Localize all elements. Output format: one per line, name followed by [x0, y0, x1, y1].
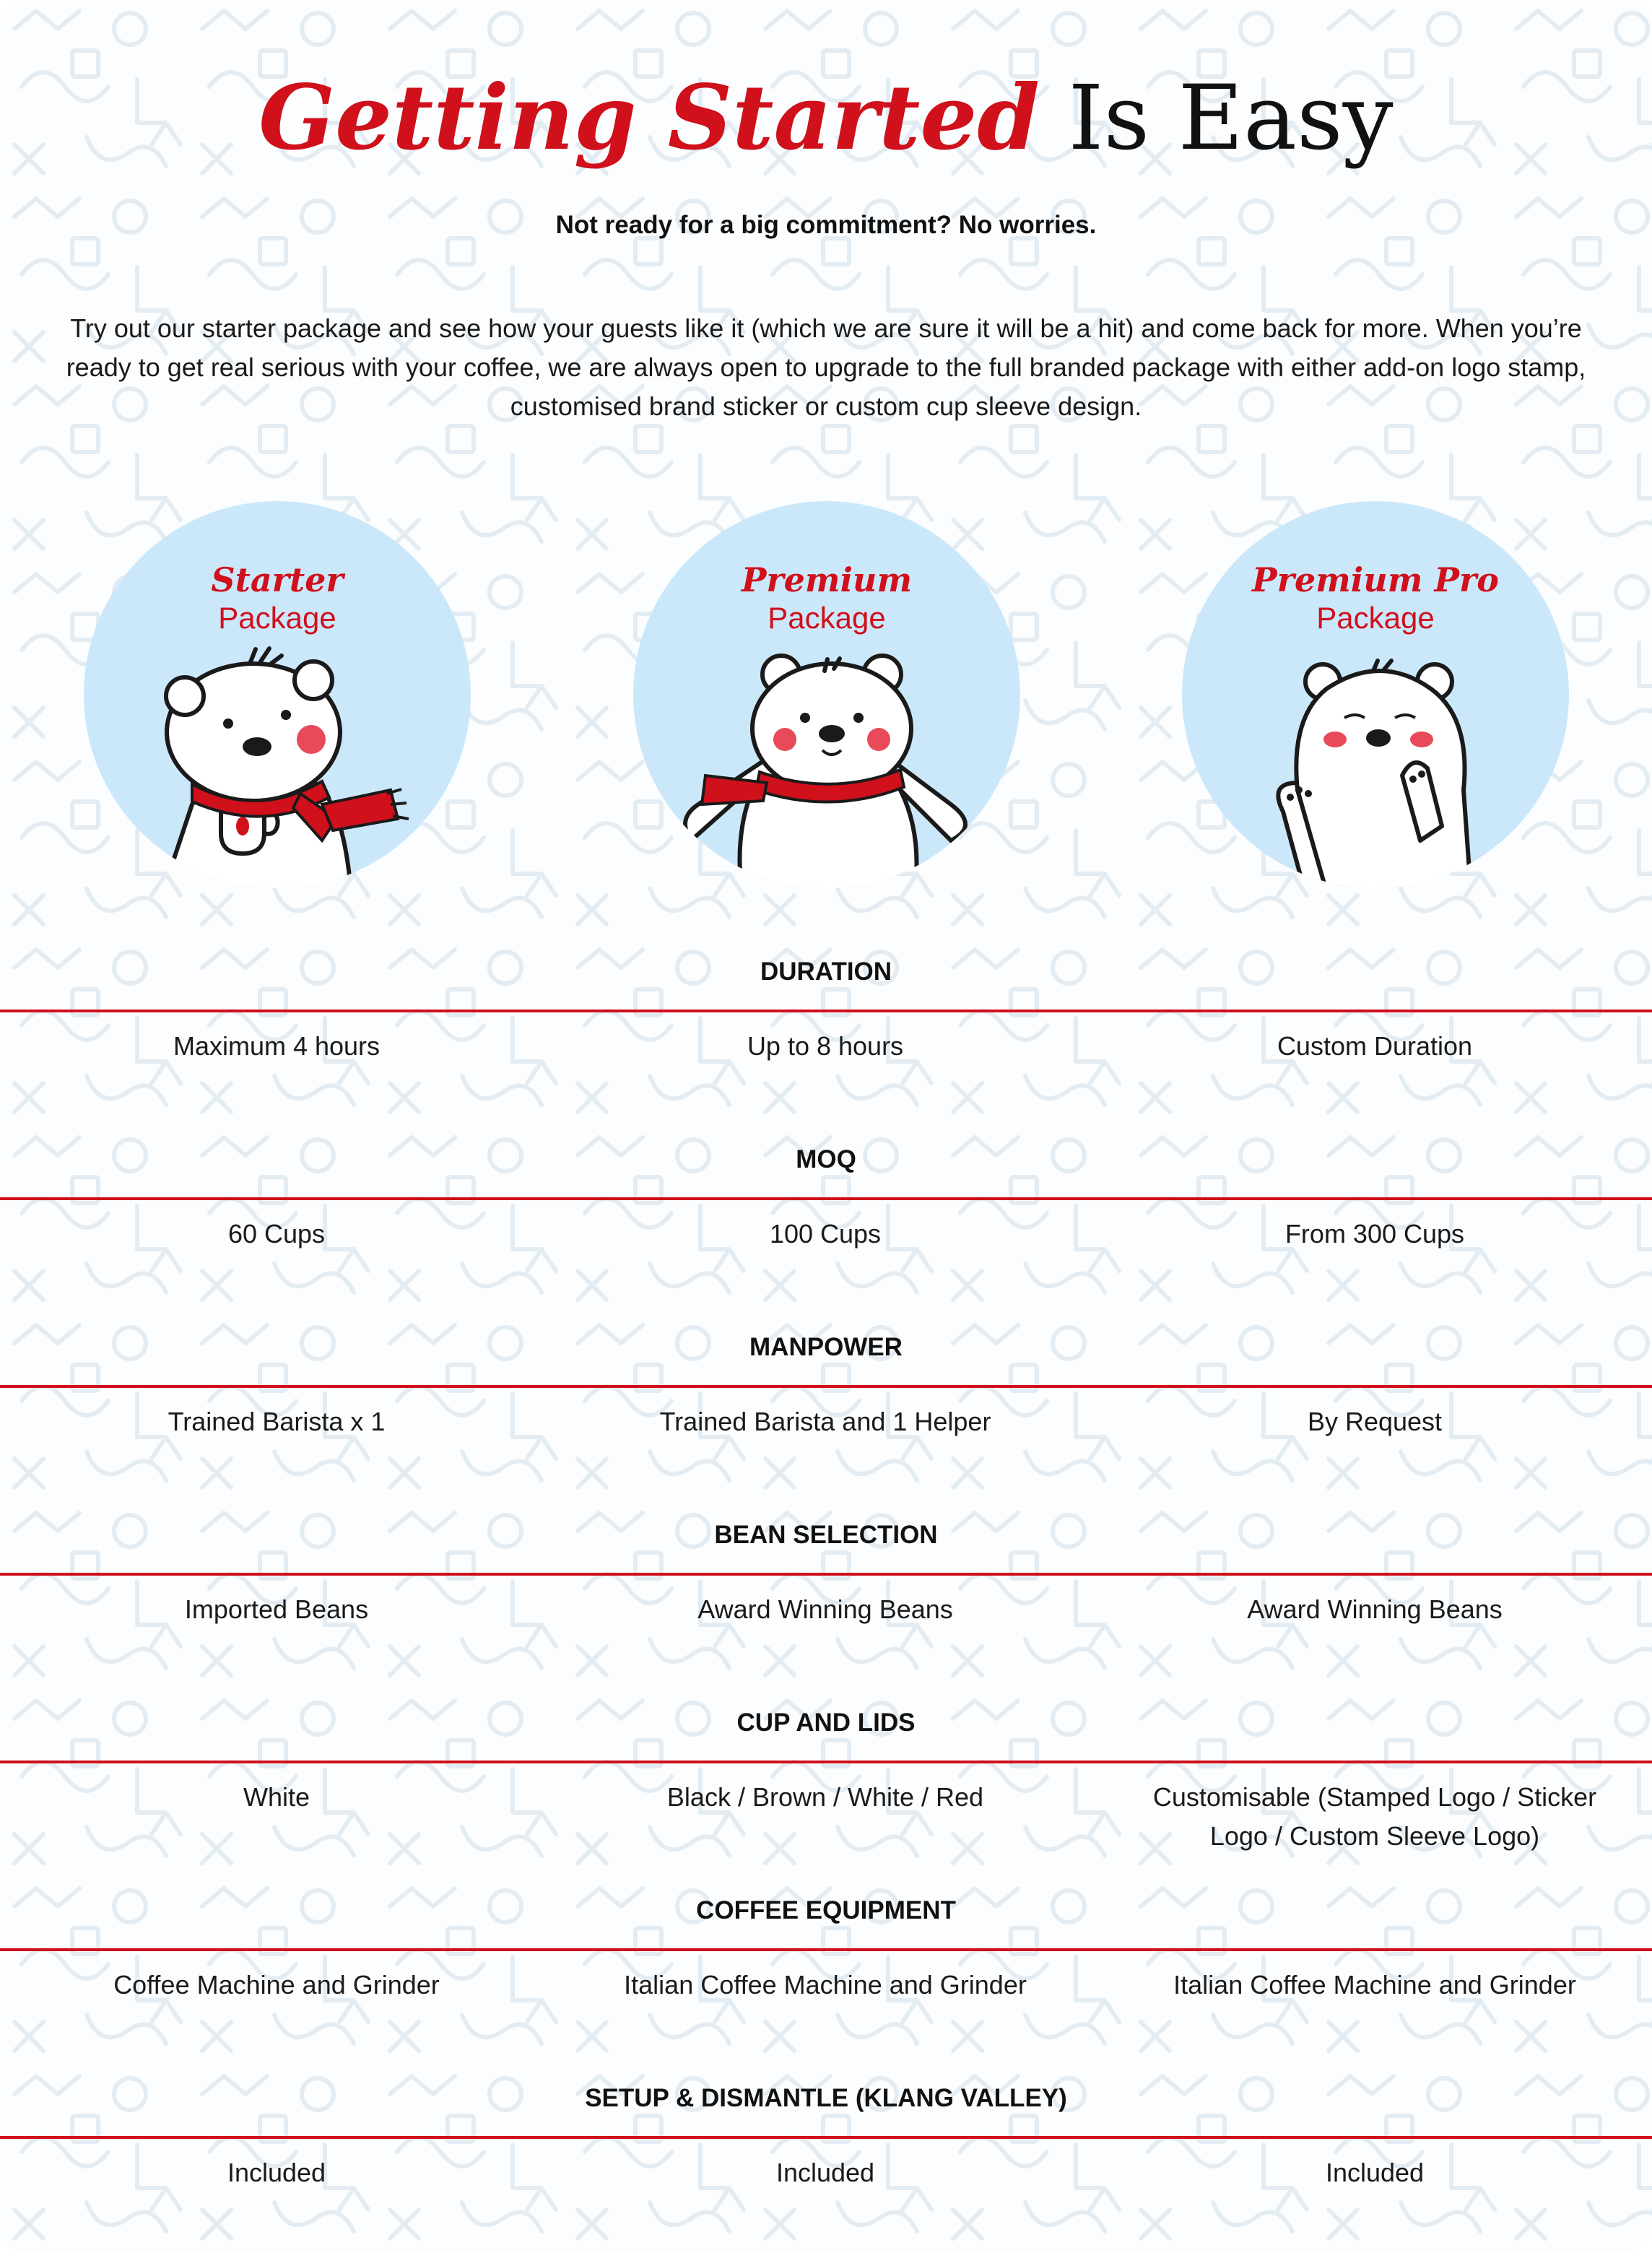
- section-divider: [0, 1573, 1652, 1576]
- premium-setup: Included: [775, 2158, 875, 2187]
- premium-manpower: Trained Barista and 1 Helper: [659, 1407, 991, 1436]
- section-heading-setup-dismantle: SETUP & DISMANTLE (KLANG VALLEY): [585, 2084, 1067, 2112]
- premium-pro-duration: Custom Duration: [1277, 1031, 1473, 1061]
- starter-duration: Maximum 4 hours: [173, 1031, 381, 1061]
- section-heading-coffee-equipment: COFFEE EQUIPMENT: [696, 1896, 956, 1924]
- subtitle: Not ready for a big commitment? No worries.: [555, 211, 1097, 239]
- section-divider: [0, 1385, 1652, 1388]
- section-divider: [0, 1010, 1652, 1012]
- premium-beans: Award Winning Beans: [697, 1594, 953, 1624]
- starter-equipment: Coffee Machine and Grinder: [113, 1970, 440, 2000]
- polar-bear-with-coffee-cup-icon: [84, 501, 471, 888]
- page-title: [0, 61, 1652, 176]
- package-label: Package: [768, 601, 886, 635]
- title-highlight: Getting Started: [258, 66, 1040, 170]
- polar-bear-with-scarf-icon: [633, 501, 1020, 888]
- section-heading-bean-selection: BEAN SELECTION: [714, 1521, 938, 1549]
- section-heading-duration: DURATION: [760, 958, 892, 986]
- polar-bear-waving-icon: [1182, 501, 1569, 888]
- premium-moq: 100 Cups: [769, 1219, 882, 1249]
- package-label: Package: [218, 601, 336, 635]
- starter-manpower: Trained Barista x 1: [168, 1407, 386, 1436]
- intro-paragraph: Try out our starter package and see how your guests like it (which we are sure it will be a hit) and come back for more. When you’re ready to get real serious with your coffee, we are always open to upgrade to the full branded package with either add-on logo stamp, customised brand sticker or custom cup sleeve design.: [66, 313, 1586, 421]
- premium-pro-cups: Customisable (Stamped Logo / Sticker Logo / Custom Sleeve Logo): [1152, 1782, 1597, 1851]
- package-premium-pro: [1182, 501, 1569, 888]
- section-divider: [0, 2136, 1652, 2139]
- section-divider: [0, 1761, 1652, 1763]
- premium-cups: Black / Brown / White / Red: [666, 1782, 984, 1812]
- premium-equipment: Italian Coffee Machine and Grinder: [624, 1970, 1027, 2000]
- premium-pro-setup: Included: [1325, 2158, 1425, 2187]
- premium-pro-equipment: Italian Coffee Machine and Grinder: [1173, 1970, 1576, 2000]
- section-heading-manpower: MANPOWER: [749, 1333, 903, 1361]
- starter-moq: 60 Cups: [227, 1219, 326, 1249]
- title-rest: Is Easy: [1068, 66, 1394, 170]
- section-divider: [0, 1197, 1652, 1200]
- package-name: Premium Pro: [1252, 560, 1499, 599]
- premium-pro-manpower: By Request: [1307, 1407, 1443, 1436]
- package-name: Premium: [741, 560, 913, 599]
- premium-pro-moq: From 300 Cups: [1284, 1219, 1465, 1249]
- starter-setup: Included: [227, 2158, 326, 2187]
- package-premium: [633, 501, 1020, 888]
- starter-beans: Imported Beans: [184, 1594, 369, 1624]
- package-starter: [84, 501, 471, 888]
- premium-duration: Up to 8 hours: [747, 1031, 904, 1061]
- section-heading-cup-and-lids: CUP AND LIDS: [736, 1709, 916, 1737]
- package-name: Starter: [211, 560, 344, 599]
- package-label: Package: [1316, 601, 1435, 635]
- starter-cups: White: [243, 1782, 310, 1812]
- premium-pro-beans: Award Winning Beans: [1247, 1594, 1503, 1624]
- section-divider: [0, 1948, 1652, 1951]
- section-heading-moq: MOQ: [796, 1145, 856, 1173]
